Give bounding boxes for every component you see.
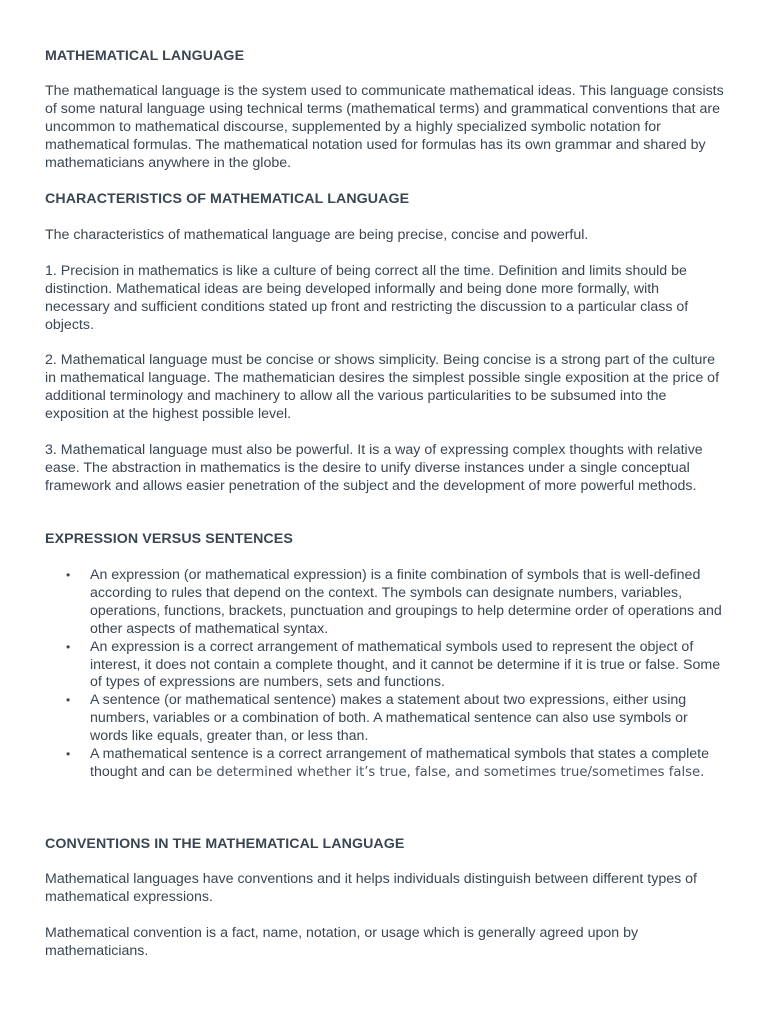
list-item-text-alt-font: be determined whether it’s true, false, and sometimes true/sometimes false.	[195, 764, 705, 780]
list-item-text: A mathematical sentence is a correct arrangement of mathematical symbols that states a complete thought and can	[90, 746, 710, 780]
characteristic-item-precision: 1. Precision in mathematics is like a culture of being correct all the time. Definition and limits should be distinction. Mathematical ideas are being developed informally and being done more formally, with necessary and sufficient conditions stated up front and restricting the discussion to a particular class of objects.	[45, 263, 689, 333]
list-item-text: An expression is a correct arrangement of mathematical symbols used to represent the object of interest, it does not contain a complete thought, and it cannot be determine if it is true or false. Some of types of expressions are numbers, sets and functions.	[90, 638, 721, 691]
page-title: MATHEMATICAL LANGUAGE	[45, 48, 245, 64]
characteristic-item-powerful: 3. Mathematical language must also be powerful. It is a way of expressing complex thoughts with relative ease. The abstraction in mathematics is the desire to unify diverse instances under a single conceptual framework and allows easier penetration of the subject and the development of more powerful methods.	[45, 442, 703, 494]
list-item	[45, 746, 725, 782]
bullet-icon: •	[66, 747, 71, 762]
bullet-icon: •	[66, 568, 71, 582]
list-item	[45, 692, 725, 746]
list-item-text: A sentence (or mathematical sentence) makes a statement about two expressions, either using numbers, variables or a combination of both. A mathematical sentence can also use symbols or words like equals, greater than, or less than.	[90, 692, 688, 745]
conventions-paragraph-2: Mathematical convention is a fact, name, notation, or usage which is generally agreed upon by mathematicians.	[45, 925, 639, 959]
intro-paragraph: The mathematical language is the system used to communicate mathematical ideas. This language consists of some natural language using technical terms (mathematical terms) and grammatical conventions that are uncommon to mathematical discourse, supplemented by a highly specialized symbolic notation for mathematical formulas. The mathematical notation used for formulas has its own grammar and shared by mathematicians anywhere in the globe.	[45, 83, 724, 171]
conventions-paragraph-1: Mathematical languages have conventions and it helps individuals distinguish between different types of mathematical expressions.	[45, 871, 697, 905]
expressions-heading: EXPRESSION VERSUS SENTENCES	[45, 531, 293, 547]
list-item-text: An expression (or mathematical expression) is a finite combination of symbols that is well-defined according to rules that depend on the context. The symbols can designate numbers, variables, operations, functions, brackets, punctuation and groupings to help determine order of operations and other aspects of mathematical syntax.	[90, 567, 722, 637]
characteristics-heading: CHARACTERISTICS OF MATHEMATICAL LANGUAGE	[45, 191, 410, 207]
expressions-bullet-list	[45, 567, 725, 782]
bullet-icon: •	[66, 639, 71, 654]
bullet-icon: •	[66, 693, 71, 708]
list-item	[45, 567, 725, 639]
list-item	[45, 639, 725, 693]
characteristics-summary: The characteristics of mathematical language are being precise, concise and powerful.	[45, 227, 589, 243]
characteristic-item-concise: 2. Mathematical language must be concise or shows simplicity. Being concise is a strong part of the culture in mathematical language. The mathematician desires the simplest possible single exposition at the price of additional terminology and machinery to allow all the various particularities to be subsumed into the exposition at the highest possible level.	[45, 352, 720, 422]
conventions-heading: CONVENTIONS IN THE MATHEMATICAL LANGUAGE	[45, 836, 405, 852]
